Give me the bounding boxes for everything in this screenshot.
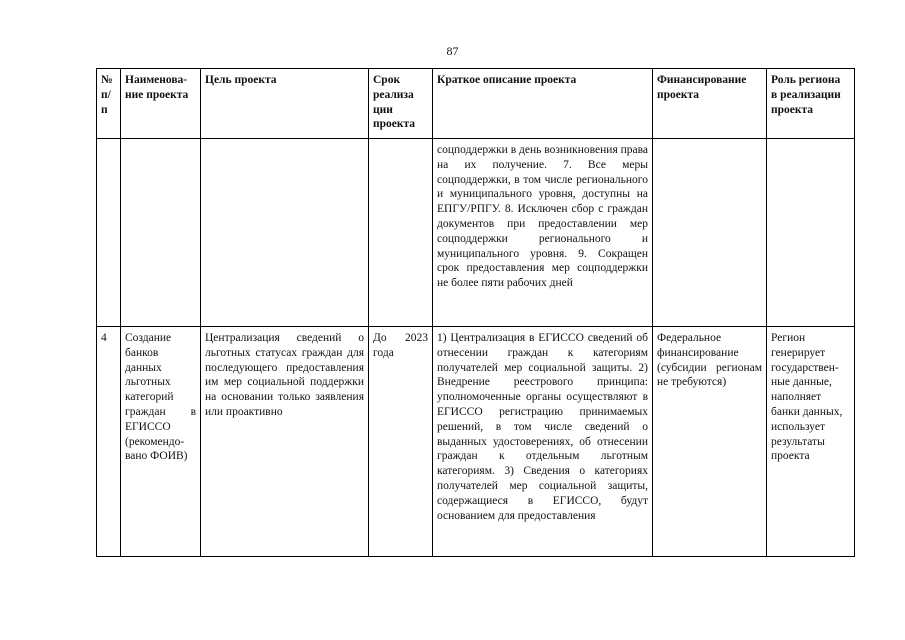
header-project-goal: Цель проекта bbox=[201, 69, 369, 139]
cell-region-role: Регион генерирует государствен-ные данные, наполняет банки данных, использует результаты проекта bbox=[767, 327, 855, 557]
header-region-role: Роль региона в реализации проекта bbox=[767, 69, 855, 139]
cell-project-financing bbox=[653, 139, 767, 327]
header-project-term: Срок реализа ции проекта bbox=[369, 69, 433, 139]
cell-project-description: соцподдержки в день возникновения права на их получение. 7. Все меры соцподдержки, в том числе регионального и муниципального уровня, доступны на ЕПГУ/РПГУ. 8. Исключен сбор с граждан документов при предоставлении мер соцподдержки регионального и муниципального уровня. 9. Сокращен срок предоставления мер соцподдержки не более пяти рабочих дней bbox=[433, 139, 653, 327]
cell-project-description: 1) Централизация в ЕГИССО сведений об отнесении граждан к категориям получателей мер социальной защиты. 2) Внедрение реестрового принципа: уполномоченные органы осуществляют в ЕГИССО регистрацию принимаемых решений, в том числе сведений о выданных удостоверениях, об отнесении граждан к отдельным льготным категориям. 3) Сведения о категориях получателей мер социальной защиты, содержащиеся в ЕГИССО, будут основанием для предоставления bbox=[433, 327, 653, 557]
header-number: № п/ п bbox=[97, 69, 121, 139]
header-project-financing: Финансирование проекта bbox=[653, 69, 767, 139]
table-header-row bbox=[97, 69, 855, 139]
cell-number: 4 bbox=[97, 327, 121, 557]
cell-project-name: Создание банков данных льготных категорий граждан в ЕГИССО (рекомендо-вано ФОИВ) bbox=[121, 327, 201, 557]
table-row bbox=[97, 327, 855, 557]
header-project-description: Краткое описание проекта bbox=[433, 69, 653, 139]
page-number: 87 bbox=[446, 44, 459, 58]
cell-number bbox=[97, 139, 121, 327]
cell-project-financing: Федеральное финансирование (субсидии регионам не требуются) bbox=[653, 327, 767, 557]
cell-region-role bbox=[767, 139, 855, 327]
cell-project-name bbox=[121, 139, 201, 327]
cell-project-goal bbox=[201, 139, 369, 327]
table-row bbox=[97, 139, 855, 327]
cell-project-term: До 2023 года bbox=[369, 327, 433, 557]
projects-table bbox=[96, 68, 855, 557]
header-project-name: Наименова- ние проекта bbox=[121, 69, 201, 139]
cell-project-term bbox=[369, 139, 433, 327]
cell-project-goal: Централизация сведений о льготных статусах граждан для последующего предоставления им мер социальной поддержки на основании только заявления или проактивно bbox=[201, 327, 369, 557]
